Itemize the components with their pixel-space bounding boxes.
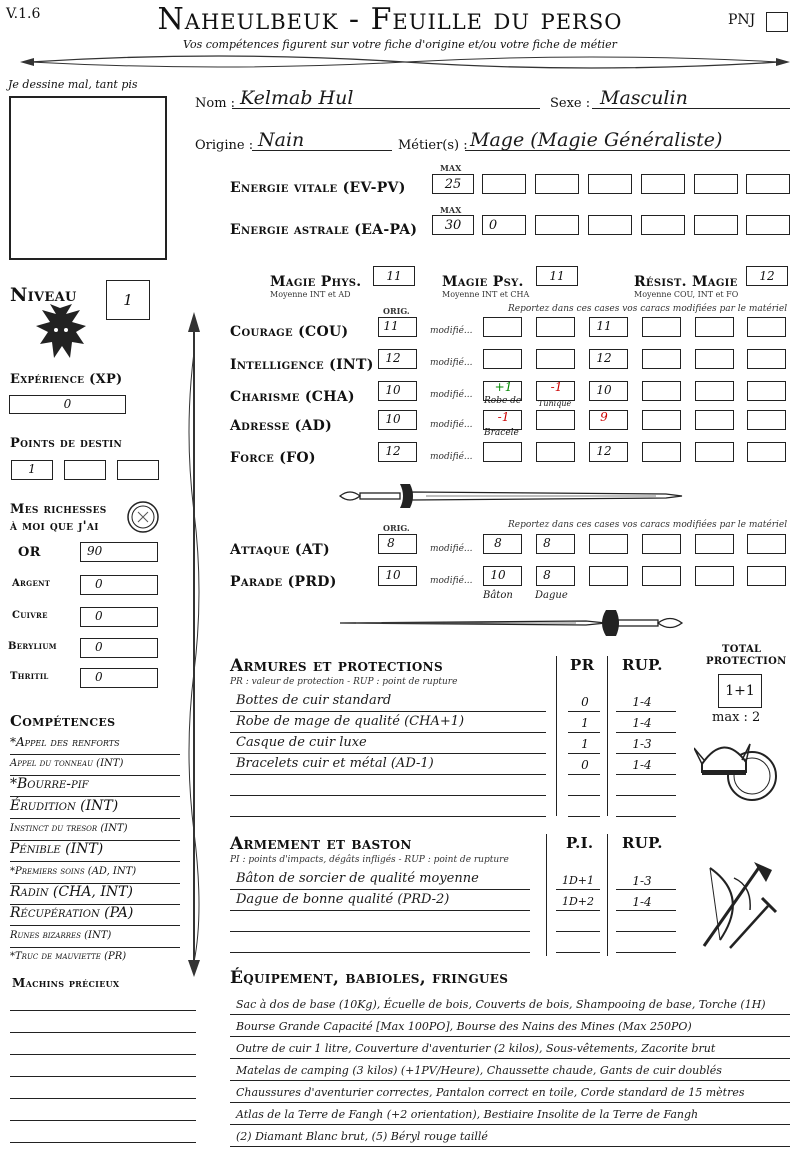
skill-item: *Appel des renforts [10, 735, 180, 755]
nom-value[interactable]: Kelmab Hul [240, 87, 354, 109]
skill-item: Runes bizarres (INT) [10, 928, 180, 948]
weapon-row-line[interactable] [230, 931, 530, 932]
ev-box-7[interactable] [746, 174, 790, 194]
robe-label: Robe de [484, 396, 522, 406]
fo-orig-box[interactable]: 12 [378, 442, 417, 462]
cha-mod-6[interactable] [747, 381, 786, 401]
equipment-row-line [230, 1102, 790, 1103]
cha-mod-4[interactable] [642, 381, 681, 401]
magie-psy-label: Magie Psy. [442, 274, 524, 290]
weapons-crossed-icon [690, 856, 780, 952]
fo-mod-3[interactable]: 12 [589, 442, 628, 462]
equipment-title: Équipement, babioles, fringues [230, 968, 509, 988]
skill-item: Pénible (INT) [10, 842, 180, 862]
prd-orig-box[interactable]: 10 [378, 566, 417, 586]
total-protection-box[interactable]: 1+1 [718, 674, 762, 708]
equipment-line[interactable]: (2) Diamant Blanc brut, (5) Béryl rouge taillé [236, 1130, 488, 1143]
ev-box-6[interactable] [694, 174, 738, 194]
magie-phys-box[interactable]: 11 [373, 266, 415, 286]
ad-mod-1[interactable]: -1 [483, 410, 522, 430]
cha-orig-box[interactable]: 10 [378, 381, 417, 401]
armor-row-line [230, 753, 546, 754]
destin-box-2[interactable] [64, 460, 106, 480]
fo-mod-1[interactable] [483, 442, 522, 462]
precious-line[interactable] [10, 1098, 196, 1099]
niveau-label: Niveau [10, 284, 77, 306]
sexe-line [592, 108, 790, 109]
berylium-label: Berylium [8, 641, 57, 652]
dague-label: Dague [535, 590, 568, 601]
nom-label: Nom : [195, 96, 236, 111]
ev-box-4[interactable] [588, 174, 632, 194]
prd-mod-6[interactable] [747, 566, 786, 586]
armor-row-line [616, 753, 676, 754]
portrait-caption: Je dessine mal, tant pis [8, 78, 138, 91]
sheet-title: Naheulbeuk - Feuille du perso [157, 2, 623, 37]
resist-magie-box[interactable]: 12 [746, 266, 788, 286]
at-label: Attaque (AT) [230, 542, 330, 558]
weapons-title: Armement et baston [230, 834, 412, 854]
weapons-subtitle: PI : points d'impacts, dégâts infligés - RUP : point de rupture [230, 855, 509, 865]
ea-label: Energie astrale (EA-PA) [230, 222, 418, 238]
armor-row-line [616, 732, 676, 733]
magie-phys-label: Magie Phys. [270, 274, 362, 290]
armor-title: Armures et protections [230, 656, 443, 676]
armor-row-line [230, 732, 546, 733]
armor-item-pr[interactable]: 0 [581, 695, 589, 709]
weapon-row-line[interactable] [556, 931, 600, 932]
weapon-row-line [556, 889, 600, 890]
version-label: V.1.6 [6, 6, 41, 22]
skill-item: Récupération (PA) [10, 906, 180, 926]
fo-mod-4[interactable] [642, 442, 681, 462]
equipment-line[interactable]: Chaussures d'aventurier correctes, Pantalon correct en toile, Corde standard de 15 mètres [236, 1086, 745, 1099]
total-protection-label-2: PROTECTION [706, 656, 787, 667]
combat-note: Reportez dans ces cases vos caracs modifiées par le matériel [508, 520, 788, 530]
ev-box-3[interactable] [535, 174, 579, 194]
fo-mod-6[interactable] [747, 442, 786, 462]
coin-icon [126, 500, 160, 534]
tunique-label: Tunique [538, 399, 572, 408]
armor-item-rup[interactable]: 1-4 [632, 758, 652, 772]
armor-subtitle: PR : valeur de protection - RUP : point de rupture [230, 677, 458, 687]
armor-col-divider [607, 656, 608, 816]
armor-row-line[interactable] [568, 795, 600, 796]
weapons-col-divider [546, 834, 547, 956]
weapon-row-line[interactable] [616, 931, 676, 932]
weapon-item-pi[interactable]: 1D+2 [561, 895, 595, 908]
int-mod-2[interactable] [536, 349, 575, 369]
competences-title: Compétences [10, 712, 116, 730]
int-mod-6[interactable] [747, 349, 786, 369]
cha-mod-1[interactable]: +1 [483, 381, 522, 401]
weapon-row-line [556, 910, 600, 911]
armor-rup-header: RUP. [622, 656, 663, 674]
ad-mod-2[interactable] [536, 410, 575, 430]
prd-label: Parade (PRD) [230, 574, 337, 590]
precious-line[interactable] [10, 1120, 196, 1121]
magie-psy-note: Moyenne INT et CHA [442, 290, 530, 299]
pnj-checkbox[interactable] [766, 12, 788, 32]
baton-label: Bâton [483, 590, 513, 601]
int-label: Intelligence (INT) [230, 357, 374, 373]
stats-note: Reportez dans ces cases vos caracs modifiées par le matériel [508, 304, 788, 314]
at-orig-box[interactable]: 8 [378, 534, 417, 554]
weapon-item-rup[interactable]: 1-4 [632, 895, 652, 909]
ad-orig-box[interactable]: 10 [378, 410, 417, 430]
destin-box-3[interactable] [117, 460, 159, 480]
sheet-subtitle: Vos compétences figurent sur votre fiche d'origine et/ou votre fiche de métier [183, 38, 617, 51]
at-mod-2[interactable]: 8 [536, 534, 575, 554]
weapon-item-pi[interactable]: 1D+1 [561, 874, 595, 887]
armor-col-divider [556, 656, 557, 816]
thritil-box[interactable]: 0 [80, 668, 158, 688]
portrait-box[interactable] [9, 96, 167, 260]
ad-label: Adresse (AD) [230, 418, 333, 434]
int-mod-1[interactable] [483, 349, 522, 369]
fo-mod-2[interactable] [536, 442, 575, 462]
weapons-pi-header: P.I. [566, 834, 594, 852]
header-spear-divider [20, 50, 790, 74]
ev-label: Energie vitale (EV-PV) [230, 180, 406, 196]
cou-orig-box[interactable]: 11 [378, 317, 417, 337]
max-protection-label: max : 2 [712, 710, 761, 725]
cou-mod-5[interactable] [695, 317, 734, 337]
skill-item: *Bourre-pif [10, 777, 180, 797]
prd-modifie: modifié... [430, 576, 473, 586]
dragon-icon [30, 300, 90, 365]
int-modifie: modifié... [430, 358, 473, 368]
armor-item-name[interactable]: Robe de mage de qualité (CHA+1) [236, 714, 465, 729]
weapons-rup-header: RUP. [622, 834, 663, 852]
armor-item-name[interactable]: Bracelets cuir et métal (AD-1) [236, 756, 434, 771]
cuivre-box[interactable]: 0 [80, 607, 158, 627]
equipment-line[interactable]: Bourse Grande Capacité [Max 100PO], Bourse des Nains des Mines (Max 250PO) [236, 1020, 692, 1033]
armor-row-line [616, 711, 676, 712]
fo-label: Force (FO) [230, 450, 316, 466]
ev-max-box[interactable]: 25 [432, 174, 474, 194]
magie-psy-box[interactable]: 11 [536, 266, 578, 286]
equipment-line[interactable]: Outre de cuir 1 litre, Couverture d'aventurier (2 kilos), Sous-vêtements, Zacorite brut [236, 1042, 716, 1055]
ea-box-7[interactable] [746, 215, 790, 235]
precious-line[interactable] [10, 1054, 196, 1055]
fo-mod-5[interactable] [695, 442, 734, 462]
magie-phys-note: Moyenne INT et AD [270, 290, 351, 299]
ad-mod-4[interactable] [642, 410, 681, 430]
sexe-label: Sexe : [550, 96, 591, 111]
int-mod-3[interactable]: 12 [589, 349, 628, 369]
prd-mod-3[interactable] [589, 566, 628, 586]
at-mod-3[interactable] [589, 534, 628, 554]
prd-mod-2[interactable]: 8 [536, 566, 575, 586]
origine-line [252, 150, 392, 151]
at-mod-5[interactable] [695, 534, 734, 554]
precious-line[interactable] [10, 1032, 196, 1033]
fo-modifie: modifié... [430, 452, 473, 462]
cou-mod-4[interactable] [642, 317, 681, 337]
ea-box-6[interactable] [694, 215, 738, 235]
cuivre-label: Cuivre [12, 610, 48, 621]
equipment-line[interactable]: Atlas de la Terre de Fangh (+2 orientation), Bestiaire Insolite de la Terre de Fangh [236, 1108, 699, 1121]
destin-box-1[interactable]: 1 [11, 460, 53, 480]
armor-row-line [616, 774, 676, 775]
sword-divider-icon [336, 606, 686, 640]
equipment-row-line [230, 1124, 790, 1125]
richesses-label-2: à moi que j'ai [10, 519, 99, 534]
armor-row-line[interactable] [616, 816, 676, 817]
armor-item-rup[interactable]: 1-3 [632, 737, 652, 751]
cha-mod-3[interactable]: 10 [589, 381, 628, 401]
at-mod-1[interactable]: 8 [483, 534, 522, 554]
cha-mod-2[interactable]: -1 [536, 381, 575, 401]
int-orig-box[interactable]: 12 [378, 349, 417, 369]
weapon-item-name[interactable]: Bâton de sorcier de qualité moyenne [236, 871, 479, 886]
weapon-row-line[interactable] [616, 952, 676, 953]
vertical-spear-divider [182, 312, 206, 977]
ea-box-3[interactable] [535, 215, 579, 235]
ea-current-box[interactable]: 0 [482, 215, 526, 235]
stats-orig-label: ORIG. [383, 306, 410, 316]
precious-line[interactable] [10, 1076, 196, 1077]
armor-item-name[interactable]: Bottes de cuir standard [236, 693, 392, 708]
prd-mod-1[interactable]: 10 [483, 566, 522, 586]
cou-label: Courage (COU) [230, 324, 349, 340]
armor-row-line [568, 711, 600, 712]
at-modifie: modifié... [430, 544, 473, 554]
resist-magie-note: Moyenne COU, INT et FO [634, 290, 739, 299]
skill-item: Instinct du tresor (INT) [10, 821, 180, 841]
armor-item-pr[interactable]: 0 [581, 758, 589, 772]
armor-row-line [568, 753, 600, 754]
cou-mod-6[interactable] [747, 317, 786, 337]
weapon-row-line [616, 910, 676, 911]
ev-box-5[interactable] [641, 174, 685, 194]
ad-modifie: modifié... [430, 420, 473, 430]
equipment-row-line [230, 1058, 790, 1059]
armor-row-line[interactable] [230, 816, 546, 817]
ev-max-label: MAX [440, 163, 462, 173]
at-mod-6[interactable] [747, 534, 786, 554]
equipment-row-line [230, 1146, 790, 1147]
cou-mod-2[interactable] [536, 317, 575, 337]
weapon-row-line [230, 910, 530, 911]
armor-row-line[interactable] [616, 795, 676, 796]
cha-mod-5[interactable] [695, 381, 734, 401]
skill-item: *Truc de mauviette (PR) [10, 951, 127, 962]
or-box[interactable]: 90 [80, 542, 158, 562]
helmet-shield-icon [694, 726, 784, 814]
niveau-box[interactable]: 1 [106, 280, 150, 320]
richesses-label-1: Mes richesses [10, 502, 107, 517]
pnj-label: PNJ [728, 12, 756, 28]
machins-precieux-title: Machins précieux [12, 976, 120, 990]
destin-label: Points de destin [10, 436, 123, 451]
precious-line[interactable] [10, 1010, 196, 1011]
equipment-line[interactable]: Sac à dos de base (10Kg), Écuelle de bois, Couverts de bois, Shampooing de base, Torche (1H) [236, 998, 766, 1011]
ea-box-4[interactable] [588, 215, 632, 235]
argent-box[interactable]: 0 [80, 575, 158, 595]
ea-box-5[interactable] [641, 215, 685, 235]
armor-row-line [230, 711, 546, 712]
cou-modifie: modifié... [430, 326, 473, 336]
combat-orig-label: ORIG. [383, 523, 410, 533]
armor-item-pr[interactable]: 1 [581, 716, 589, 730]
metier-value[interactable]: Mage (Magie Généraliste) [470, 129, 723, 151]
prd-mod-5[interactable] [695, 566, 734, 586]
thritil-label: Thritil [10, 671, 49, 682]
int-mod-5[interactable] [695, 349, 734, 369]
armor-item-pr[interactable]: 1 [581, 737, 589, 751]
armor-item-name[interactable]: Casque de cuir luxe [236, 735, 367, 750]
weapon-row-line[interactable] [230, 952, 530, 953]
armor-row-line [568, 774, 600, 775]
weapon-item-rup[interactable]: 1-3 [632, 874, 652, 888]
cha-label: Charisme (CHA) [230, 389, 355, 405]
metier-line [465, 150, 790, 151]
argent-label: Argent [12, 578, 51, 589]
origine-value[interactable]: Nain [258, 129, 305, 151]
ea-max-label: MAX [440, 205, 462, 215]
ev-box-2[interactable] [482, 174, 526, 194]
equipment-row-line [230, 1036, 790, 1037]
ad-mod-3[interactable]: 9 [589, 410, 628, 430]
cou-mod-1[interactable] [483, 317, 522, 337]
berylium-box[interactable]: 0 [80, 638, 158, 658]
precious-line[interactable] [10, 1142, 196, 1143]
cou-mod-3[interactable]: 11 [589, 317, 628, 337]
weapon-row-line [230, 889, 530, 890]
skill-item: Radin (CHA, INT) [10, 885, 180, 905]
equipment-row-line [230, 1014, 790, 1015]
weapon-row-line [616, 889, 676, 890]
weapon-row-line[interactable] [556, 952, 600, 953]
total-protection-label-1: TOTAL [722, 644, 762, 655]
at-mod-4[interactable] [642, 534, 681, 554]
xp-label: Expérience (XP) [10, 372, 123, 387]
xp-box[interactable]: 0 [9, 395, 126, 414]
metier-label: Métier(s) : [398, 138, 468, 153]
skill-item: Appel du tonneau (INT) [10, 756, 180, 776]
armor-row-line[interactable] [230, 795, 546, 796]
equipment-line[interactable]: Matelas de camping (3 kilos) (+1PV/Heure), Chaussette chaude, Gants de cuir doublés [236, 1064, 722, 1077]
armor-item-rup[interactable]: 1-4 [632, 695, 652, 709]
sexe-value[interactable]: Masculin [600, 87, 688, 109]
skill-item: *Premiers soins (AD, INT) [10, 864, 180, 884]
ea-max-box[interactable]: 30 [432, 215, 474, 235]
prd-mod-4[interactable] [642, 566, 681, 586]
armor-row-line[interactable] [568, 816, 600, 817]
cha-modifie: modifié... [430, 390, 473, 400]
equipment-row-line [230, 1080, 790, 1081]
ad-mod-6[interactable] [747, 410, 786, 430]
int-mod-4[interactable] [642, 349, 681, 369]
ad-mod-5[interactable] [695, 410, 734, 430]
origine-label: Origine : [195, 138, 254, 153]
weapon-item-name[interactable]: Dague de bonne qualité (PRD-2) [236, 892, 450, 907]
armor-pr-header: PR [570, 656, 595, 674]
skill-item: Érudition (INT) [10, 799, 180, 819]
armor-row-line [230, 774, 546, 775]
sword-divider-icon [336, 480, 686, 512]
bracele-label: Bracele [484, 428, 519, 438]
armor-item-rup[interactable]: 1-4 [632, 716, 652, 730]
resist-magie-label: Résist. Magie [634, 274, 738, 290]
nom-line [232, 108, 540, 109]
armor-row-line [568, 732, 600, 733]
weapons-col-divider [607, 834, 608, 956]
or-label: OR [18, 545, 41, 560]
